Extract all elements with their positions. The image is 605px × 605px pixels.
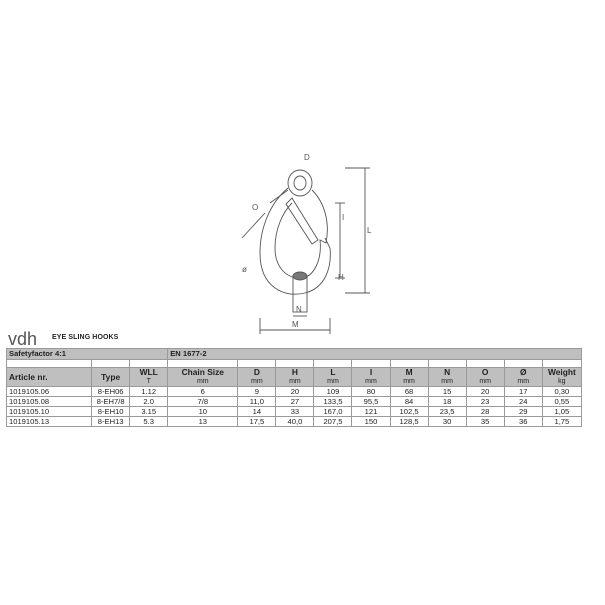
table-cell: 11,0 — [238, 397, 276, 407]
table-cell: 20 — [276, 387, 314, 397]
table-cell: 10 — [168, 407, 238, 417]
blank-row — [7, 360, 582, 368]
table-cell: 133,5 — [314, 397, 352, 407]
table-cell: 8-EH06 — [92, 387, 130, 397]
table-cell: 0,55 — [542, 397, 581, 407]
column-header-unit: mm — [196, 378, 209, 385]
column-header — [238, 368, 276, 387]
column-header-name: WLL — [139, 367, 158, 377]
table-cell: 13 — [168, 417, 238, 427]
column-header — [504, 368, 542, 387]
column-header-name: D — [253, 367, 260, 377]
column-header — [276, 368, 314, 387]
table-cell: 2.0 — [130, 397, 168, 407]
column-header-unit: mm — [517, 378, 530, 385]
table-cell: 1019105.10 — [7, 407, 92, 417]
column-header-name: L — [330, 367, 336, 377]
table-cell: 7/8 — [168, 397, 238, 407]
brand-header — [8, 328, 118, 350]
table-cell: 27 — [276, 397, 314, 407]
column-header — [7, 368, 92, 387]
spec-table — [6, 348, 582, 427]
dim-label-i: I — [342, 213, 345, 222]
column-header-name: Chain Size — [181, 367, 224, 377]
dim-label-o: O — [252, 203, 259, 212]
table-row — [7, 397, 582, 407]
dim-label-h: H — [338, 273, 344, 282]
column-header-unit: mm — [289, 378, 301, 385]
hook-eye — [288, 170, 312, 196]
product-title: EYE SLING HOOKS — [52, 333, 119, 341]
table-cell: 1019105.13 — [7, 417, 92, 427]
table-cell: 15 — [428, 387, 466, 397]
table-cell: 68 — [390, 387, 428, 397]
column-header-unit: mm — [327, 378, 339, 385]
dim-label-d: D — [304, 153, 310, 162]
table-title-row — [7, 349, 582, 360]
table-cell: 167,0 — [314, 407, 352, 417]
column-header-name: H — [291, 367, 298, 377]
table-cell: 8-EH13 — [92, 417, 130, 427]
table-row — [7, 407, 582, 417]
column-header-unit: mm — [403, 378, 415, 385]
table-cell: 17,5 — [238, 417, 276, 427]
table-cell: 20 — [466, 387, 504, 397]
table-cell: 128,5 — [390, 417, 428, 427]
column-header — [168, 368, 238, 387]
table-cell: 8-EH10 — [92, 407, 130, 417]
table-row — [7, 417, 582, 427]
table-row — [7, 387, 582, 397]
column-header-name: M — [405, 367, 413, 377]
dim-label-l: L — [367, 226, 372, 235]
dim-label-diameter: ø — [242, 265, 247, 274]
hook-body-inner — [275, 190, 327, 278]
table-cell: 29 — [504, 407, 542, 417]
column-header-unit: mm — [479, 378, 491, 385]
column-header — [314, 368, 352, 387]
column-header-unit: mm — [251, 378, 263, 385]
column-header-unit: kg — [558, 378, 566, 385]
column-header — [428, 368, 466, 387]
dim-label-m: M — [292, 320, 299, 329]
column-header-unit: T — [146, 378, 151, 385]
table-cell: 23,5 — [428, 407, 466, 417]
column-header — [92, 368, 130, 387]
table-cell: 6 — [168, 387, 238, 397]
table-cell: 36 — [504, 417, 542, 427]
table-cell: 1019105.08 — [7, 397, 92, 407]
vdh-logo — [8, 328, 48, 350]
svg-text:vdh: vdh — [8, 329, 38, 349]
table-cell: 17 — [504, 387, 542, 397]
table-cell: 95,5 — [352, 397, 390, 407]
safety-factor-label: Safetyfactor 4:1 — [7, 349, 168, 360]
column-header — [466, 368, 504, 387]
chain-link — [293, 272, 307, 280]
column-header-name: I — [369, 367, 373, 377]
table-cell: 23 — [466, 397, 504, 407]
column-header-name: O — [481, 367, 489, 377]
column-header-unit: mm — [365, 378, 377, 385]
column-header — [390, 368, 428, 387]
table-cell: 109 — [314, 387, 352, 397]
column-header-name: N — [444, 367, 451, 377]
table-cell: 40,0 — [276, 417, 314, 427]
table-cell: 18 — [428, 397, 466, 407]
column-header-name: Article nr. — [9, 371, 48, 382]
column-header-unit: mm — [441, 378, 453, 385]
table-cell: 35 — [466, 417, 504, 427]
table-cell: 9 — [238, 387, 276, 397]
table-cell: 1.12 — [130, 387, 168, 397]
column-header-row — [7, 368, 582, 387]
column-header-name: Weight — [547, 367, 576, 377]
table-cell: 207,5 — [314, 417, 352, 427]
table-cell: 5.3 — [130, 417, 168, 427]
table-cell: 80 — [352, 387, 390, 397]
table-cell: 1,05 — [542, 407, 581, 417]
table-cell: 121 — [352, 407, 390, 417]
table-cell: 28 — [466, 407, 504, 417]
column-header-name: Ø — [519, 367, 527, 377]
table-cell: 14 — [238, 407, 276, 417]
table-cell: 150 — [352, 417, 390, 427]
table-cell: 102,5 — [390, 407, 428, 417]
eye-sling-hook-drawing — [230, 148, 380, 338]
column-header-name: Type — [101, 371, 121, 382]
table-cell: 1,75 — [542, 417, 581, 427]
table-cell: 30 — [428, 417, 466, 427]
table-cell: 84 — [390, 397, 428, 407]
hook-eye-inner — [294, 176, 306, 190]
table-cell: 3.15 — [130, 407, 168, 417]
table-cell: 1019105.06 — [7, 387, 92, 397]
table-cell: 24 — [504, 397, 542, 407]
table-cell: 8-EH7/8 — [92, 397, 130, 407]
table-cell: 33 — [276, 407, 314, 417]
column-header — [352, 368, 390, 387]
standard-label: EN 1677-2 — [168, 349, 582, 360]
column-header — [130, 368, 168, 387]
dim-label-n: N — [296, 305, 302, 314]
column-header — [542, 368, 581, 387]
table-cell: 0,30 — [542, 387, 581, 397]
